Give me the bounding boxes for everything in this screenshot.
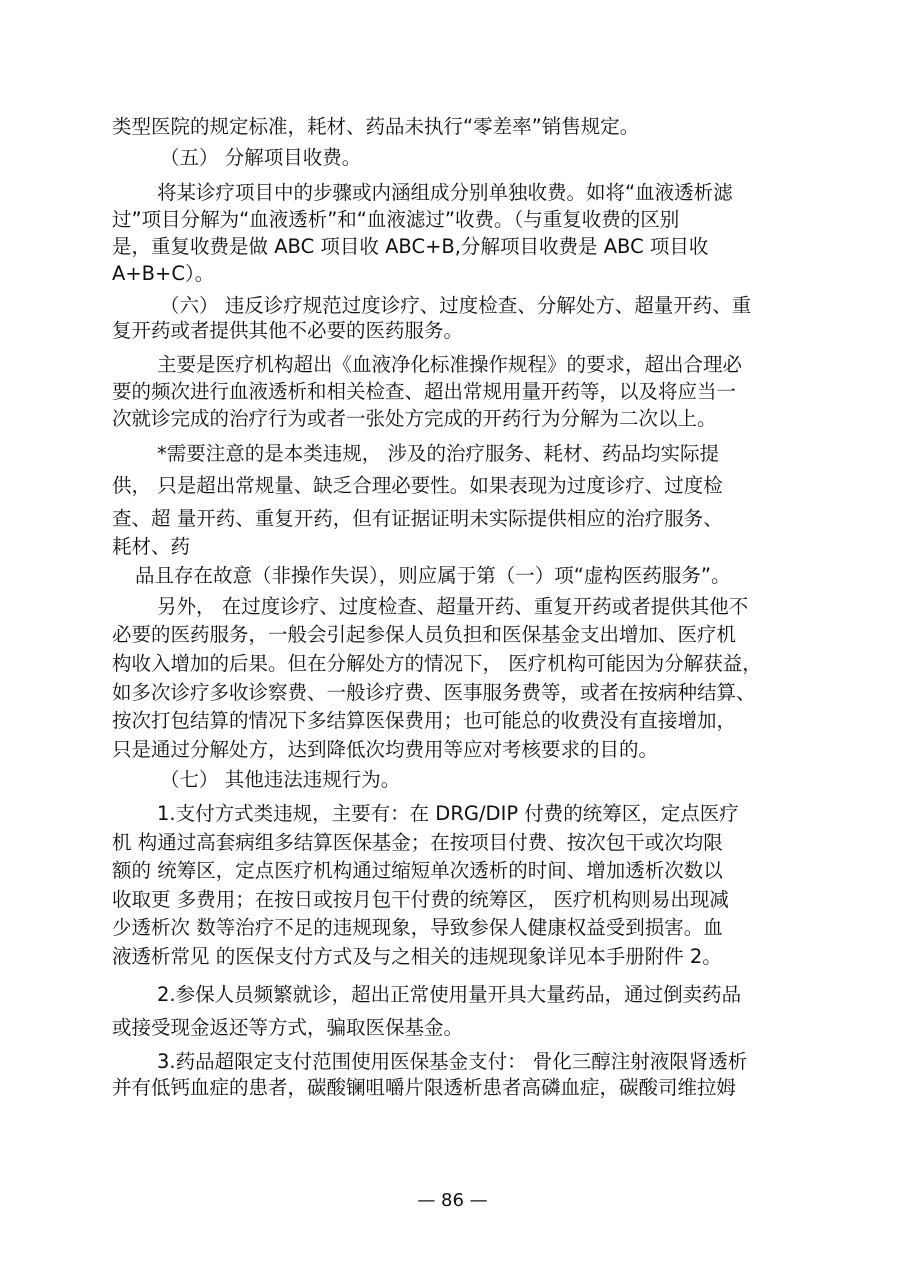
text-line: 少透析次 数等治疗不足的违规现象，导致参保人健康权益受到损害。血	[112, 916, 723, 939]
text-line: 1.支付方式类违规，主要有：在 DRG/DIP 付费的统筹区，定点医疗	[157, 802, 739, 825]
text-line: 复开药或者提供其他不必要的医药服务。	[112, 319, 464, 342]
section-heading: （六） 违反诊疗规范过度诊疗、过度检查、分解处方、超量开药、重	[160, 294, 752, 317]
text-line: 构收入增加的后果。但在分解处方的情况下， 医疗机构可能因为分解获益，	[112, 652, 762, 675]
text-line: 查、超 量开药、重复开药，但有证据证明未实际提供相应的治疗服务、	[112, 507, 723, 530]
text-line: 机 构通过高套病组多结算医保基金；在按项目付费、按次包干或次均限	[112, 831, 723, 854]
text-line: 如多次诊疗多收诊察费、一般诊疗费、医事服务费等，或者在按病种结算、	[112, 681, 756, 704]
text-line: 2.参保人员频繁就诊，超出正常使用量开具大量药品，通过倒卖药品	[157, 983, 742, 1006]
text-line: *需要注意的是本类违规， 涉及的治疗服务、耗材、药品均实际提	[157, 442, 719, 465]
text-line: 要的频次进行血液透析和相关检查、超出常规用量开药等，以及将应当一	[112, 380, 737, 403]
text-line: 按次打包结算的情况下多结算医保费用；也可能总的收费没有直接增加，	[112, 709, 737, 732]
text-line: 耗材、药	[112, 535, 191, 558]
text-line: 次就诊完成的治疗行为或者一张处方完成的开药行为分解为二次以上。	[112, 407, 717, 430]
text-line: 并有低钙血症的患者，碳酸镧咀嚼片限透析患者高磷血症，碳酸司维拉姆	[112, 1076, 737, 1099]
text-line: 过”项目分解为“血液透析”和“血液滤过”收费。（与重复收费的区别	[112, 208, 680, 231]
text-line: 只是通过分解处方，达到降低次均费用等应对考核要求的目的。	[112, 738, 659, 761]
text-line: 是，重复收费是做 ABC 项目收 ABC+B,分解项目收费是 ABC 项目收	[112, 235, 709, 258]
text-line: 额的 统筹区，定点医疗机构通过缩短单次透析的时间、增加透析次数以	[112, 859, 723, 882]
section-heading: （五） 分解项目收费。	[160, 146, 362, 169]
section-heading: （七） 其他违法违规行为。	[160, 768, 401, 791]
text-line: A+B+C）。	[112, 262, 215, 285]
text-line: 另外， 在过度诊疗、过度检查、超量开药、重复开药或者提供其他不	[157, 595, 749, 618]
text-line: 必要的医药服务，一般会引起参保人员负担和医保基金支出增加、医疗机	[112, 623, 737, 646]
text-line: 将某诊疗项目中的步骤或内涵组成分别单独收费。如将“血液透析滤	[157, 181, 733, 204]
text-line: 类型医院的规定标准，耗材、药品未执行“零差率”销售规定。	[112, 115, 640, 138]
text-line: 收取更 多费用；在按日或按月包干付费的统筹区， 医疗机构则易出现减	[112, 888, 729, 911]
text-line: 或接受现金返还等方式，骗取医保基金。	[112, 1016, 464, 1039]
text-line: 品且存在故意（非操作失误），则应属于第（一）项“虚构医药服务”。	[135, 564, 731, 587]
text-line: 供， 只是超出常规量、缺乏合理必要性。如果表现为过度诊疗、过度检	[112, 474, 723, 497]
text-line: 液透析常见 的医保支付方式及与之相关的违规现象详见本手册附件 2。	[112, 945, 722, 968]
page-number: — 86 —	[417, 1190, 488, 1211]
text-line: 主要是医疗机构超出《血液净化标准操作规程》的要求，超出合理必	[157, 353, 743, 376]
text-line: 3.药品超限定支付范围使用医保基金支付： 骨化三醇注射液限肾透析	[157, 1050, 748, 1073]
